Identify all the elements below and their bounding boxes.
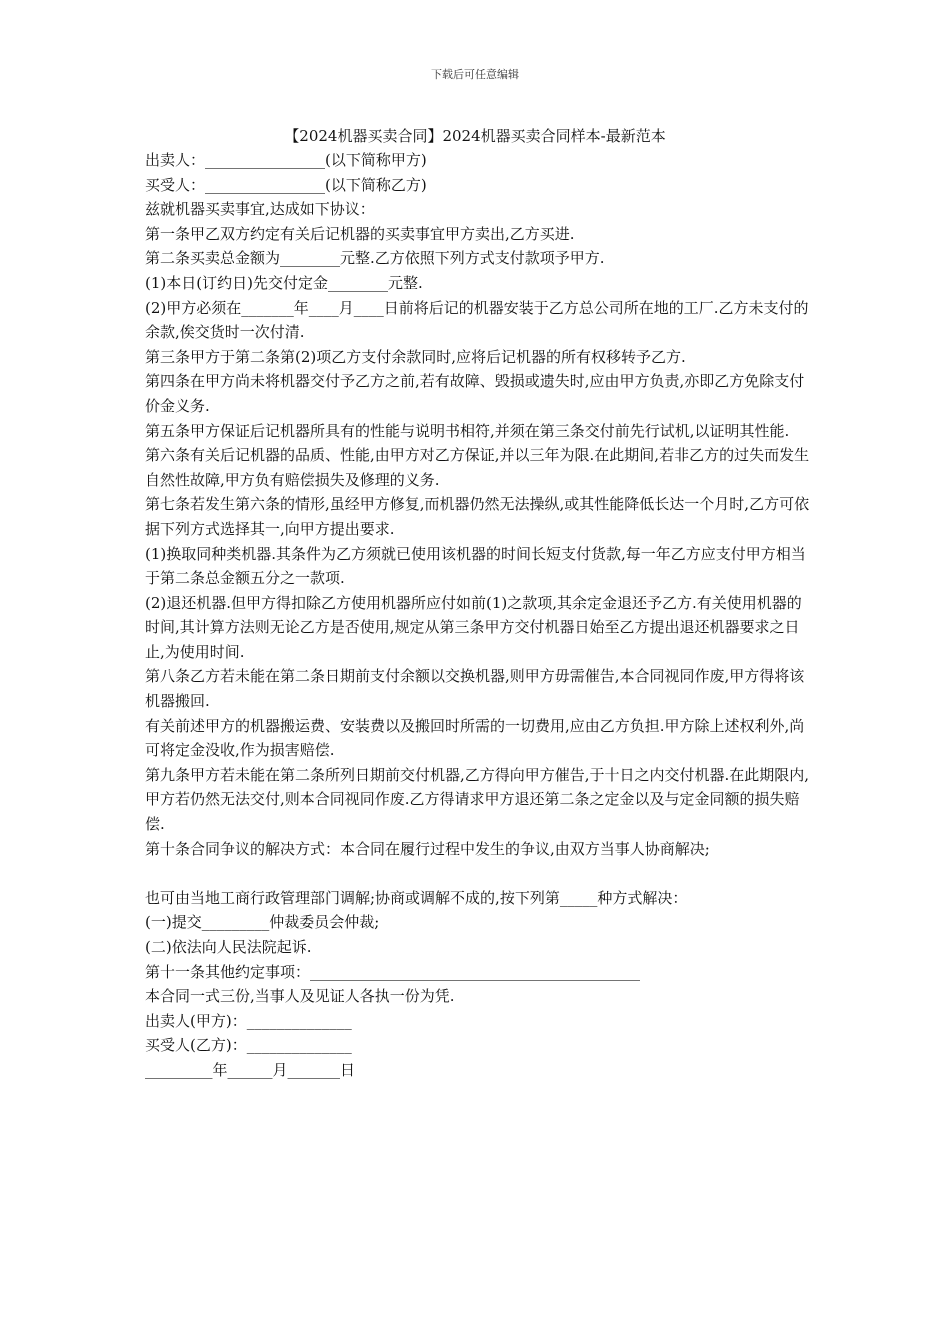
contract-paragraph: 第十条合同争议的解决方式：本合同在履行过程中发生的争议,由双方当事人协商解决; — [145, 839, 710, 858]
contract-paragraph: 第五条甲方保证后记机器所具有的性能与说明书相符,并须在第三条交付前先行试机,以证明其性能. — [145, 421, 790, 440]
contract-paragraph: 第一条甲乙双方约定有关后记机器的买卖事宜甲方卖出,乙方买进. — [145, 224, 575, 243]
contract-paragraph: 也可由当地工商行政管理部门调解;协商或调解不成的,按下列第_____种方式解决： — [145, 888, 688, 907]
contract-paragraph: (2)甲方必须在_______年____月____日前将后记的机器安装于乙方总公司所在地的工厂.乙方未支付的余款,俟交货时一次付清. — [145, 298, 809, 342]
page-header-note: 下载后可任意编辑 — [431, 68, 519, 81]
contract-paragraph: 出卖人：________________(以下简称甲方) — [145, 151, 427, 169]
contract-paragraph: 买受人：________________(以下简称乙方) — [145, 175, 427, 194]
contract-paragraph: 兹就机器买卖事宜,达成如下协议： — [145, 200, 375, 219]
contract-paragraph: 第九条甲方若未能在第二条所列日期前交付机器,乙方得向甲方催告,于十日之内交付机器.在此期限内,甲方若仍然无法交付,则本合同视同作废.乙方得请求甲方退还第二条之定金以及与定金同额的损失赔偿. — [145, 765, 810, 834]
contract-paragraph: 出卖人(甲方)：______________ — [145, 1011, 352, 1030]
contract-paragraph: 第八条乙方若未能在第二条日期前支付余额以交换机器,则甲方毋需催告,本合同视同作废,甲方得将该机器搬回. — [145, 667, 805, 711]
contract-paragraph: 第二条买卖总金额为________元整.乙方依照下列方式支付款项予甲方. — [145, 249, 605, 268]
contract-paragraph: 本合同一式三份,当事人及见证人各执一份为凭. — [145, 987, 455, 1006]
contract-paragraph: 第六条有关后记机器的品质、性能,由甲方对乙方保证,并以三年为限.在此期间,若非乙方的过失而发生自然性故障,甲方负有赔偿损失及修理的义务. — [145, 446, 810, 489]
contract-paragraph: (2)退还机器.但甲方得扣除乙方使用机器所应付如前(1)之款项,其余定金退还予乙方.有关使用机器的时间,其计算方法则无论乙方是否使用,规定从第三条甲方交付机器日始至乙方提出退还机器要求之日止,为使用时间. — [145, 593, 802, 661]
document-title: 【2024机器买卖合同】2024机器买卖合同样本-最新范本 — [284, 127, 666, 145]
contract-body — [145, 148, 810, 1083]
contract-paragraph: (1)本日(订约日)先交付定金________元整. — [145, 273, 423, 292]
contract-paragraph: (一)提交_________仲裁委员会仲裁; — [145, 913, 380, 932]
contract-paragraph: 第十一条其他约定事项：____________________________________________ — [145, 962, 641, 981]
contract-paragraph: (二)依法向人民法院起诉. — [145, 938, 312, 956]
contract-paragraph: 买受人(乙方)：______________ — [145, 1036, 352, 1055]
contract-paragraph: 第四条在甲方尚未将机器交付予乙方之前,若有故障、毁损或遗失时,应由甲方负责,亦即乙方免除支付价金义务. — [145, 372, 805, 415]
contract-paragraph: 第三条甲方于第二条第(2)项乙方支付余款同时,应将后记机器的所有权移转予乙方. — [145, 347, 686, 366]
contract-paragraph: 有关前述甲方的机器搬运费、安装费以及搬回时所需的一切费用,应由乙方负担.甲方除上述权利外,尚可将定金没收,作为损害赔偿. — [145, 716, 805, 760]
contract-paragraph: _________年______月_______日 — [145, 1060, 356, 1079]
blank-line — [145, 861, 810, 886]
contract-paragraph: 第七条若发生第六条的情形,虽经甲方修复,而机器仍然无法操纵,或其性能降低长达一个月时,乙方可依据下列方式选择其一,向甲方提出要求. — [145, 495, 810, 538]
contract-paragraph: (1)换取同种类机器.其条件为乙方须就已使用该机器的时间长短支付货款,每一年乙方应支付甲方相当于第二条总金额五分之一款项. — [145, 544, 806, 588]
